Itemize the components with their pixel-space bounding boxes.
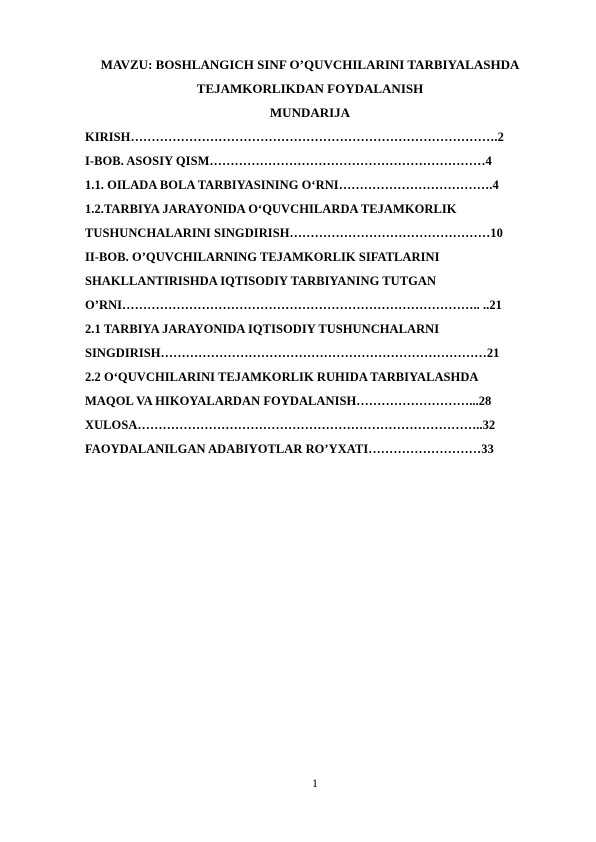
toc-entry-section-1-2-line-1: 1.2.TARBIYA JARAYONIDA O‘QUVCHILARDA TEJAMKORLIK bbox=[85, 202, 457, 216]
toc-entry-section-1-2-line-2: TUSHUNCHALARINI SINGDIRISH…………………………………………10 bbox=[85, 226, 503, 240]
toc-entry-section-2-2-line-1: 2.2 O‘QUVCHILARINI TEJAMKORLIK RUHIDA TARBIYALASHDA bbox=[85, 370, 479, 384]
toc-entry-section-2-1-line-2: SINGDIRISH……………………………………………………………………21 bbox=[85, 346, 500, 360]
document-title-line-1: MAVZU: BOSHLANGICH SINF O’QUVCHILARINI TARBIYALASHDA bbox=[100, 57, 520, 72]
toc-entry-kirish: KIRISH…………………………………………………………………………….2 bbox=[85, 130, 504, 144]
toc-entry-chapter-2-line-3: O’RNI………………………………………………………………………….. ..21 bbox=[85, 298, 502, 312]
toc-entry-section-1-1: 1.1. OILADA BOLA TARBIYASINING O‘RNI……………………………….4 bbox=[85, 178, 499, 192]
toc-entry-chapter-2-line-2: SHAKLLANTIRISHDA IQTISODIY TARBIYANING TUTGAN bbox=[85, 274, 437, 288]
toc-entry-chapter-1: I-BOB. ASOSIY QISM…………………………………………………………4 bbox=[85, 154, 492, 168]
toc-entry-section-2-1-line-1: 2.1 TARBIYA JARAYONIDA IQTISODIY TUSHUNCHALARNI bbox=[85, 322, 440, 336]
toc-entry-section-2-2-line-2: MAQOL VA HIKOYALARDAN FOYDALANISH………………………...28 bbox=[85, 394, 492, 408]
toc-entry-xulosa: XULOSA………………………………………………………………………..32 bbox=[85, 418, 496, 432]
page-number: 1 bbox=[312, 776, 318, 790]
toc-entry-bibliography: FAOYDALANILGAN ADABIYOTLAR RO’YXATI………………………33 bbox=[85, 442, 494, 456]
document-title-line-2: TEJAMKORLIKDAN FOYDALANISH bbox=[196, 81, 424, 96]
toc-entry-chapter-2-line-1: II-BOB. O’QUVCHILARNING TEJAMKORLIK SIFATLARINI bbox=[85, 250, 440, 264]
toc-heading: MUNDARIJA bbox=[269, 105, 351, 120]
